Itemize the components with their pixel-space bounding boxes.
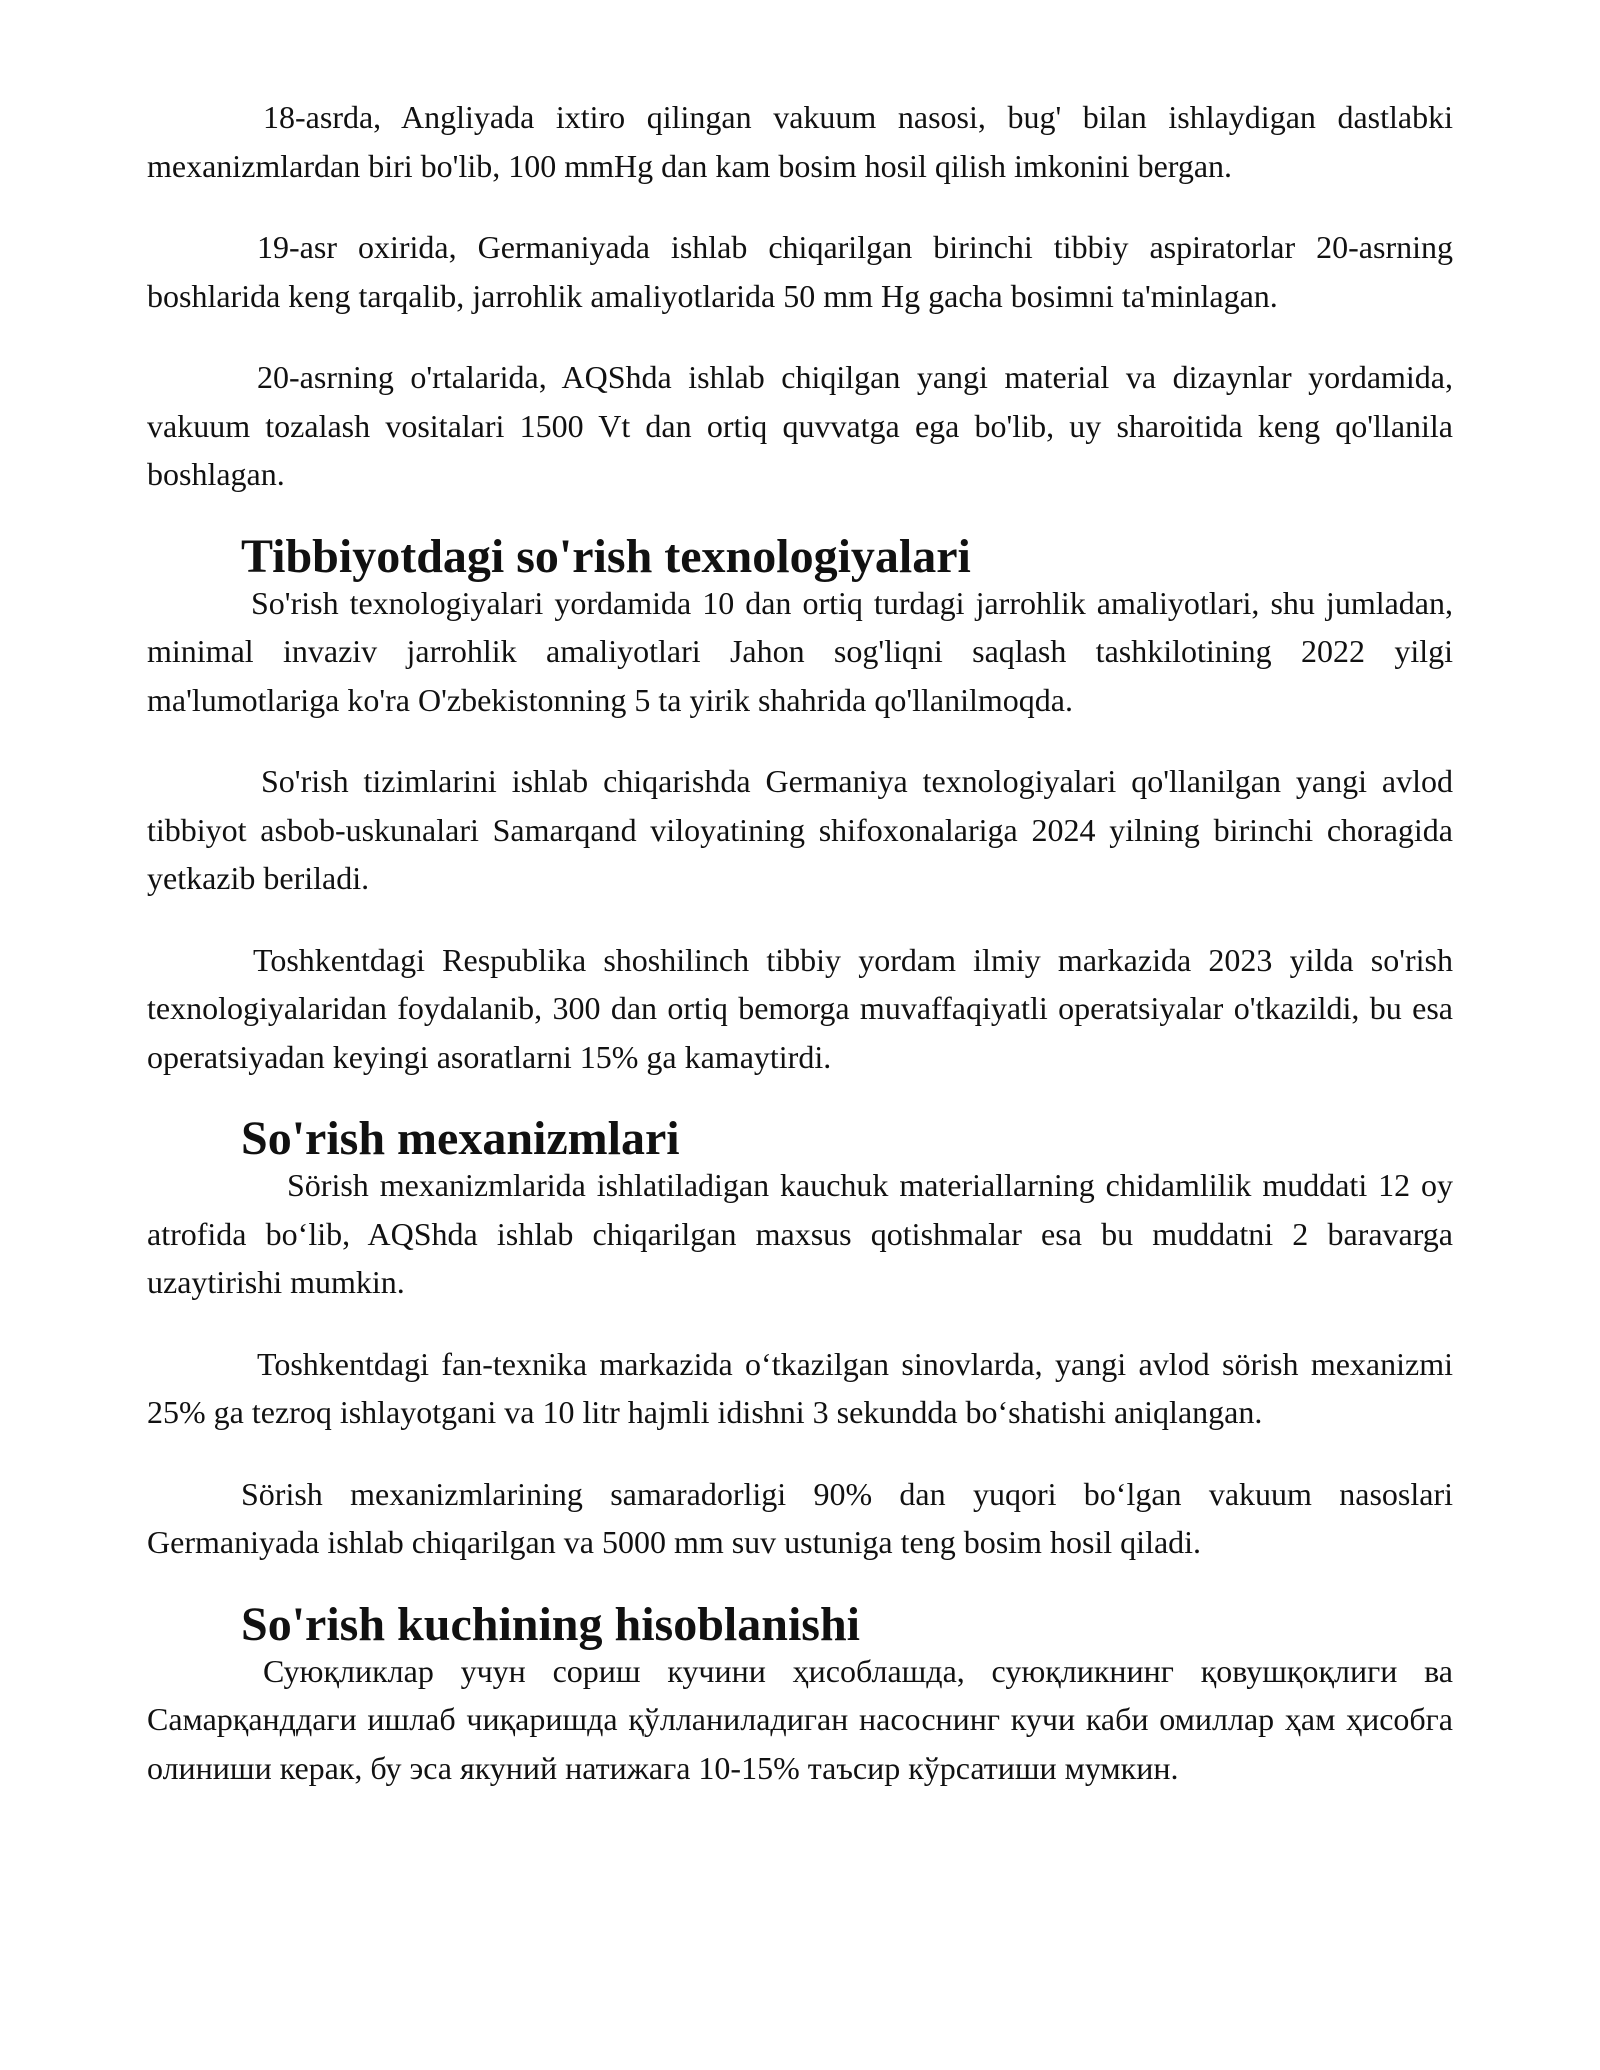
intro-paragraph-2: 19-asr oxirida, Germaniyada ishlab chiqarilgan birinchi tibbiy aspiratorlar 20-asrning boshlarida keng tarqalib, jarrohlik amaliyotlarida 50 mm Hg gacha bosimni ta'minlagan. bbox=[147, 229, 1453, 314]
section2-paragraph-1: Sörish mexanizmlarida ishlatiladigan kauchuk materiallarning chidamlilik muddati 12 oy atrofida bo‘lib, AQShda ishlab chiqarilgan maxsus qotishmalar esa bu muddatni 2 baravarga uzaytirishi mumkin. bbox=[147, 1167, 1453, 1300]
document-page bbox=[147, 93, 1453, 1792]
section-heading-suction-calculation: So'rish kuchining hisoblanishi bbox=[241, 1597, 860, 1651]
section1-paragraph-1: So'rish texnologiyalari yordamida 10 dan ortiq turdagi jarrohlik amaliyotlari, shu jumladan, minimal invaziv jarrohlik amaliyotlari Jahon sog'liqni saqlash tashkilotining 2022 yilgi ma'lumotlariga ko'ra O'zbekistonning 5 ta yirik shahrida qo'llanilmoqda. bbox=[147, 584, 1453, 718]
section-heading-medical-suction: Tibbiyotdagi so'rish texnologiyalari bbox=[241, 529, 971, 583]
section3-paragraph-1: Суюқликлар учун сориш кучини ҳисоблашда, суюқликнинг қовушқоқлиги ва Самарқанддаги ишлаб чиқаришда қўлланиладиган насоснинг кучи каби омиллар ҳам ҳисобга олиниши керак, бу эса якуний натижага 10-15% таъсир кўрсатиши мумкин. bbox=[147, 1652, 1453, 1786]
section1-paragraph-3: Toshkentdagi Respublika shoshilinch tibbiy yordam ilmiy markazida 2023 yilda so'rish texnologiyalaridan foydalanib, 300 dan ortiq bemorga muvaffaqiyatli operatsiyalar o'tkazildi, bu esa operatsiyadan keyingi asoratlarni 15% ga kamaytirdi. bbox=[147, 941, 1453, 1075]
section2-paragraph-3: Sörish mexanizmlarining samaradorligi 90% dan yuqori bo‘lgan vakuum nasoslari Germaniyada ishlab chiqarilgan va 5000 mm suv ustuniga teng bosim hosil qiladi. bbox=[147, 1475, 1453, 1560]
intro-paragraph-3: 20-asrning o'rtalarida, AQShda ishlab chiqilgan yangi material va dizaynlar yordamida, vakuum tozalash vositalari 1500 Vt dan ortiq quvvatga ega bo'lib, uy sharoitida keng qo'llanila boshlagan. bbox=[147, 359, 1453, 492]
section2-paragraph-2: Toshkentdagi fan-texnika markazida o‘tkazilgan sinovlarda, yangi avlod sörish mexanizmi 25% ga tezroq ishlayotgani va 10 litr hajmli idishni 3 sekundda bo‘shatishi aniqlangan. bbox=[147, 1345, 1453, 1430]
section-heading-suction-mechanisms: So'rish mexanizmlari bbox=[241, 1112, 680, 1165]
section1-paragraph-2: So'rish tizimlarini ishlab chiqarishda Germaniya texnologiyalari qo'llanilgan yangi avlod tibbiyot asbob-uskunalari Samarqand viloyatining shifoxonalariga 2024 yilning birinchi choragida yetkazib beriladi. bbox=[147, 763, 1453, 896]
intro-paragraph-1: 18-asrda, Angliyada ixtiro qilingan vakuum nasosi, bug' bilan ishlaydigan dastlabki mexanizmlardan biri bo'lib, 100 mmHg dan kam bosim hosil qilish imkonini bergan. bbox=[147, 99, 1453, 184]
